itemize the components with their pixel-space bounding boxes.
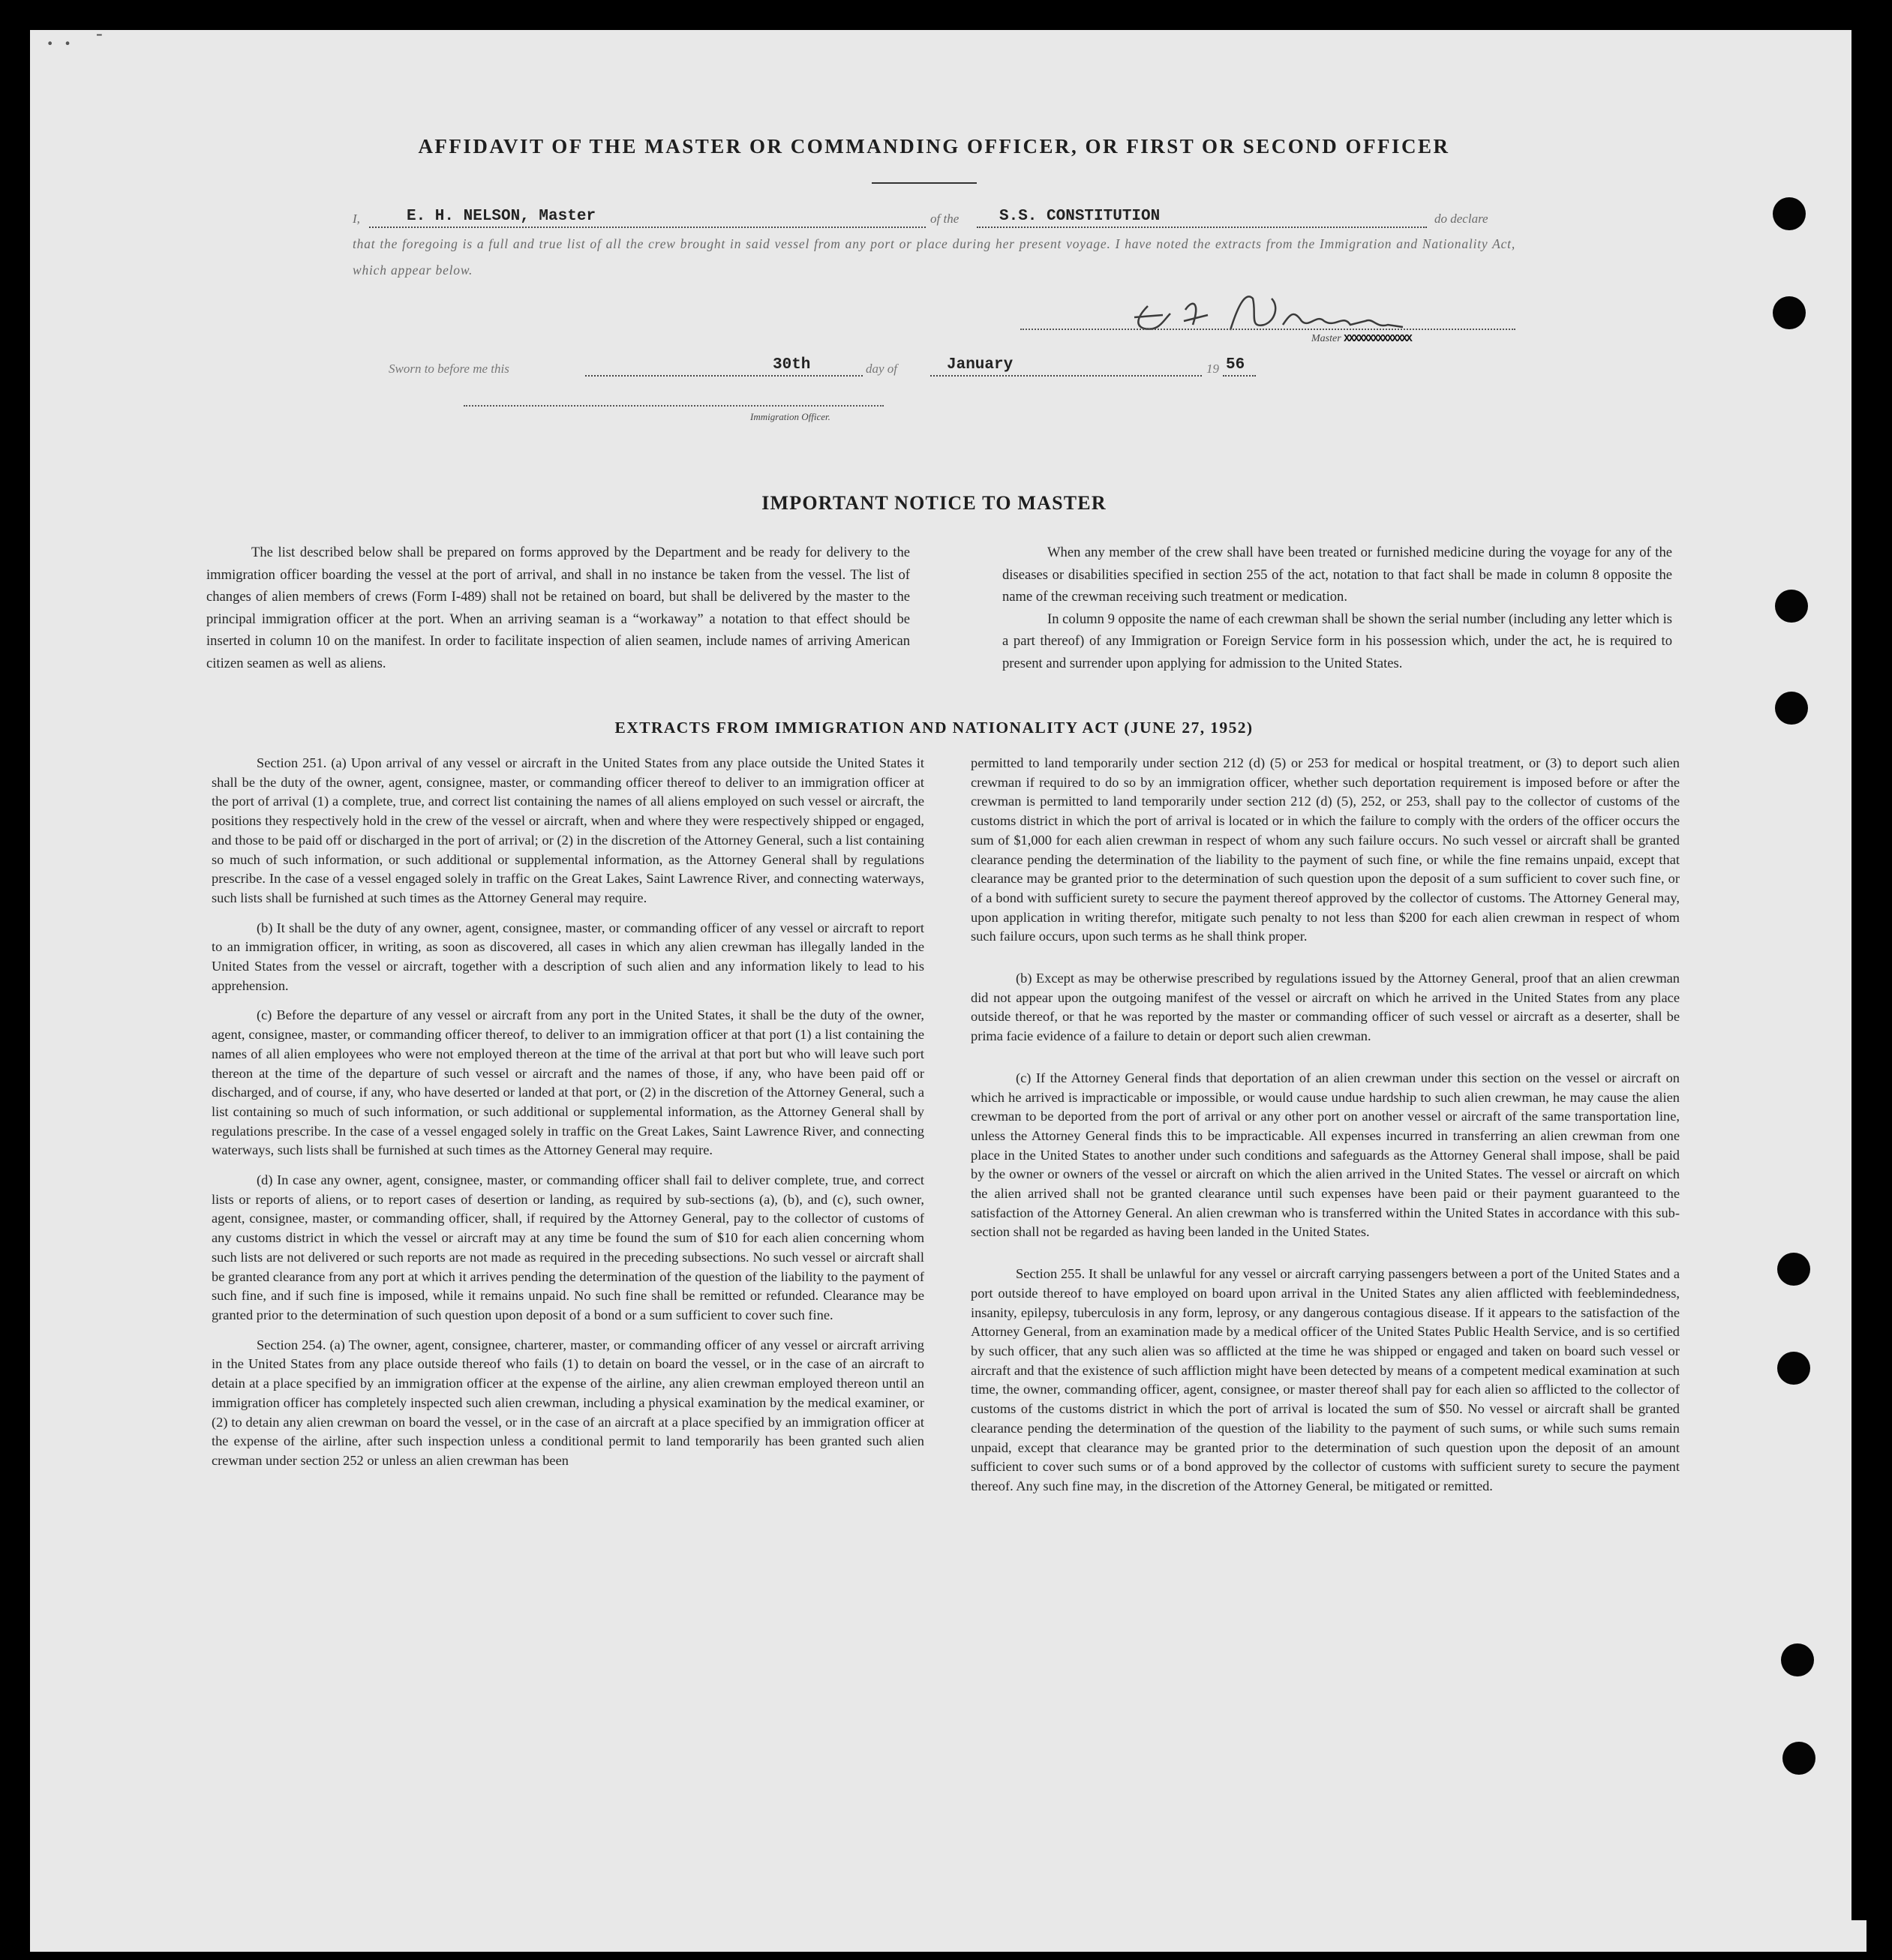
page-corner (1851, 1920, 1866, 1952)
punch-hole (1775, 590, 1808, 623)
act-paragraph: permitted to land temporarily under section 212 (d) (5) or 253 for medical or hospital treatment, or (3) to deport such alien crewman if required to do so by an immigration officer, whether such deportation requirement is imposed before or after the crewman is permitted to land temporarily under section 212 (d) (5), 252, or 253, shall pay to the collector of customs of the customs district in which the port of arrival is located or in which the failure to comply with the orders of the officer occurs the sum of $1,000 for each alien crewman in respect of whom any such failure occurs. No such vessel or aircraft shall be granted clearance pending the determination of the liability to the payment of such fine, or while the fine remains unpaid, except that clearance may be granted prior to the determination of such question upon the deposit of a sum sufficient to cover such fine, or of a bond with sufficient surety to secure the payment thereof approved by the collector of customs. The Attorney General may, upon application in writing therefor, mitigate such penalty to not less than $200 for each alien crewman in respect of whom such failure occurs, upon such terms as he shall think proper. (971, 755, 1680, 944)
act-paragraph: (d) In case any owner, agent, consignee, master, or commanding officer shall fail to deliver complete, true, and correct lists or reports of aliens, or to report cases of desertion or landing, as required by sub-sections (a), (b), and (c), such owner, agent, consignee, master, or commanding officer, shall, if required by the Attorney General, pay to the collector of customs of any customs district in which the vessel or aircraft may at any time be found the sum of $10 for each alien concerning whom such lists are not delivered or such reports are not made as required in the preceding subsections. No such vessel or aircraft shall be granted clearance from any port at which it arrives pending the determination of the question of the liability to the payment of such fine, and if such fine is imposed, while it remains unpaid. No such fine shall be remitted or refunded. Clearance may be granted prior to the determination of such question upon deposit of a bond or a sum sufficient to cover such fine. (212, 1172, 924, 1322)
sworn-line (389, 353, 1514, 377)
master-name-field (369, 204, 926, 228)
notice-paragraph: In column 9 opposite the name of each crewman shall be shown the serial number (including any letter which is a part thereof) of any Immigration or Foreign Service form in his possession which, under the act, he is required to present and surrender upon applying for admission to the United States. (1002, 611, 1672, 671)
notice-paragraph: The list described below shall be prepared on forms approved by the Department and be ready for delivery to the immigration officer boarding the vessel at the port of arrival, and shall in no instance be taken from the vessel. The list of changes of alien members of crews (Form I-489) shall not be retained on board, but shall be delivered by the master to the principal immigration officer at the port. When an arriving seaman is a “workaway” a notation to that effect should be inserted in column 10 on the manifest. In order to facilitate inspection of alien seamen, include names of arriving American citizen seamen as well as aliens. (206, 545, 910, 671)
extracts-title: EXTRACTS FROM IMMIGRATION AND NATIONALITY ACT (JUNE 27, 1952) (614, 719, 1254, 737)
label-do-declare: do declare (1434, 212, 1488, 226)
sworn-day: 30th (773, 356, 811, 374)
master-name: E. H. NELSON, Master (407, 208, 596, 225)
punch-hole (1773, 296, 1806, 329)
vessel-field (977, 204, 1427, 228)
extracts-right-column (971, 754, 1680, 1519)
declaration-text: that the foregoing is a full and true list of all the crew brought in said vessel from any port or place during her present voyage. I have noted the extracts from the Immigration and Nationality Act, which appear below. (353, 236, 1515, 278)
affidavit-title: AFFIDAVIT OF THE MASTER OR COMMANDING OFFICER, OR FIRST OR SECOND OFFICER (418, 135, 1450, 158)
declaration-block (353, 204, 1515, 294)
master-signature-label (1311, 333, 1411, 345)
act-paragraph: (b) It shall be the duty of any owner, agent, consignee, master, or commanding officer of any vessel or aircraft to report to an immigration officer, in writing, as soon as discovered, all cases in which any alien crewman has illegally landed in the United States from the vessel or aircraft, together with a description of such alien and any information likely to lead to his apprehension. (212, 920, 924, 993)
label-of-the: of the (930, 212, 960, 226)
sworn-year: 56 (1226, 356, 1245, 374)
declaration-line (353, 204, 1515, 227)
notice-left-column (206, 542, 910, 685)
punch-hole (1777, 1352, 1810, 1385)
officer-label: Immigration Officer. (750, 411, 830, 422)
year-prefix: 19 (1206, 362, 1219, 376)
punch-hole (1777, 1253, 1810, 1286)
master-strikeout: XXXXXXXXXXXXXX (1344, 333, 1411, 345)
officer-signature-line (464, 405, 884, 407)
label-i: I, (353, 212, 360, 226)
notice-title: IMPORTANT NOTICE TO MASTER (761, 492, 1107, 514)
act-paragraph: (c) Before the departure of any vessel or aircraft from any port in the United States, it shall be the duty of the owner, agent, consignee, master, or commanding officer thereof, to deliver to an immigration officer at that port (1) a list containing the names of all alien employees who were not employed thereon at the time of the arrival at that port but who will leave such port thereon at the time of the departure of such vessel or aircraft and the names of those, if any, who have been paid off or discharged, and of course, if any, who have deserted or landed at that port, or (2) in the discretion of the Attorney General, such a list containing so much of such information, or such additional or supplemental information, as the Attorney General shall by regulations prescribe. In the case of a vessel engaged solely in traffic on the Great Lakes, Saint Lawrence River, and connecting waterways, such lists shall be furnished at such times as the Attorney General may require. (212, 1007, 924, 1158)
extracts-left-column (212, 754, 924, 1481)
day-of-label: day of (866, 362, 898, 376)
notice-paragraph: When any member of the crew shall have been treated or furnished medicine during the voyage for any of the diseases or disabilities specified in section 255 of the act, notation to that fact shall be made in column 8 opposite the name of the crewman receiving such treatment or medication. (1002, 545, 1672, 605)
punch-hole (1773, 197, 1806, 230)
scan-mark: - (96, 23, 103, 44)
notice-right-column (1002, 542, 1672, 674)
act-paragraph: (b) Except as may be otherwise prescribed by regulations issued by the Attorney General, proof that an alien crewman did not appear upon the outgoing manifest of the vessel or aircraft on which he arrived in the United States from any place outside thereof, or that he was reported by the master or commanding officer of such vessel or aircraft as a deserter, shall be prima facie evidence of a failure to detain or deport such alien crewman. (971, 971, 1680, 1044)
day-field (585, 353, 863, 377)
act-paragraph: Section 255. It shall be unlawful for any vessel or aircraft carrying passengers between a port of the United States and a port outside thereof to have employed on board upon arrival in the United States any alien afflicted with feeblemindedness, insanity, epilepsy, tuberculosis in any form, leprosy, or any dangerous contagious disease. If it appears to the satisfaction of the Attorney General, from an examination made by a medical officer of the United States Public Health Service, and is so certified by such officer, that any such alien was so afflicted at the time he was shipped or engaged and taken on board such vessel or aircraft and that the existence of such affliction might have been detected by means of a competent medical examination at such time, the owner, commanding officer, agent, consignee, or master thereof shall pay for each alien so afflicted to the collector of customs of the customs district in which the port of arrival is located the sum of $50. No vessel or aircraft shall be granted clearance pending the determination of the question of the liability to the payment of such sums, or while such sums remain unpaid, except that clearance may be granted prior to the determination of such question upon the deposit of an amount sufficient to cover such sums or of a bond approved by the collector of customs with sufficient surety to secure the payment thereof. Any such fine may, in the discretion of the Attorney General, be mitigated or remitted. (971, 1266, 1680, 1493)
sworn-label: Sworn to before me this (389, 362, 509, 376)
master-label: Master (1311, 333, 1341, 344)
punch-hole (1781, 1643, 1814, 1676)
year-field (1223, 353, 1256, 377)
title-divider (872, 182, 977, 184)
sworn-month: January (947, 356, 1014, 374)
act-paragraph: (c) If the Attorney General finds that deportation of an alien crewman under this section on the vessel or aircraft on which he arrived is impracticable or impossible, or would cause undue hardship to such alien crewman, he may cause the alien crewman to be deported from the port of arrival or any other port on another vessel or aircraft of the same transportation line, unless the Attorney General finds this to be impracticable. All expenses incurred in transferring an alien crewman from one place in the United States to another under such conditions and safeguards as the Attorney General shall impose, shall be paid by the owner or owners of the vessel or aircraft on which the alien arrived in the United States. The vessel or aircraft on which the alien arrived shall not be granted clearance until such expenses have been paid or their payment guaranteed to the satisfaction of the Attorney General. An alien crewman who is transferred within the United States in accordance with this sub-section shall not be regarded as having been landed in the United States. (971, 1070, 1680, 1240)
signature-line (1020, 329, 1515, 330)
act-paragraph: Section 254. (a) The owner, agent, consignee, charterer, master, or commanding officer of any vessel or aircraft arriving in the United States from any place outside thereof who fails (1) to detain on board the vessel, or in the case of an aircraft to detain at a place specified by an immigration officer at the expense of the airline, any alien crewman employed thereon until an immigration officer has completely inspected such alien crewman, including a physical examination by the medical examiner, or (2) to detain any alien crewman on board the vessel, or in the case of an aircraft at a place specified by an immigration officer at the expense of the airline, after such inspection unless a conditional permit to land temporarily has been granted such alien crewman under section 252 or unless an alien crewman has been (212, 1337, 924, 1468)
punch-hole (1782, 1742, 1815, 1775)
scan-mark: · · (45, 26, 73, 60)
month-field (930, 353, 1202, 377)
vessel-name: S.S. CONSTITUTION (999, 208, 1161, 225)
act-paragraph: Section 251. (a) Upon arrival of any vessel or aircraft in the United States from any place outside the United States it shall be the duty of the owner, agent, consignee, master, or commanding officer thereof to deliver to an immigration officer at the port of arrival (1) a complete, true, and correct list containing the names of all aliens employed on such vessel or aircraft, the positions they respectively hold in the crew of the vessel or aircraft, when and where they were respectively shipped or engaged, and those to be paid off or discharged in the port of arrival; or (2) in the discretion of the Attorney General, such a list containing so much of such information, or such additional or supplemental information, as the Attorney General shall by regulations prescribe. In the case of a vessel engaged solely in traffic on the Great Lakes, Saint Lawrence River, and connecting waterways, such lists shall be furnished at such times as the Attorney General may require. (212, 755, 924, 905)
